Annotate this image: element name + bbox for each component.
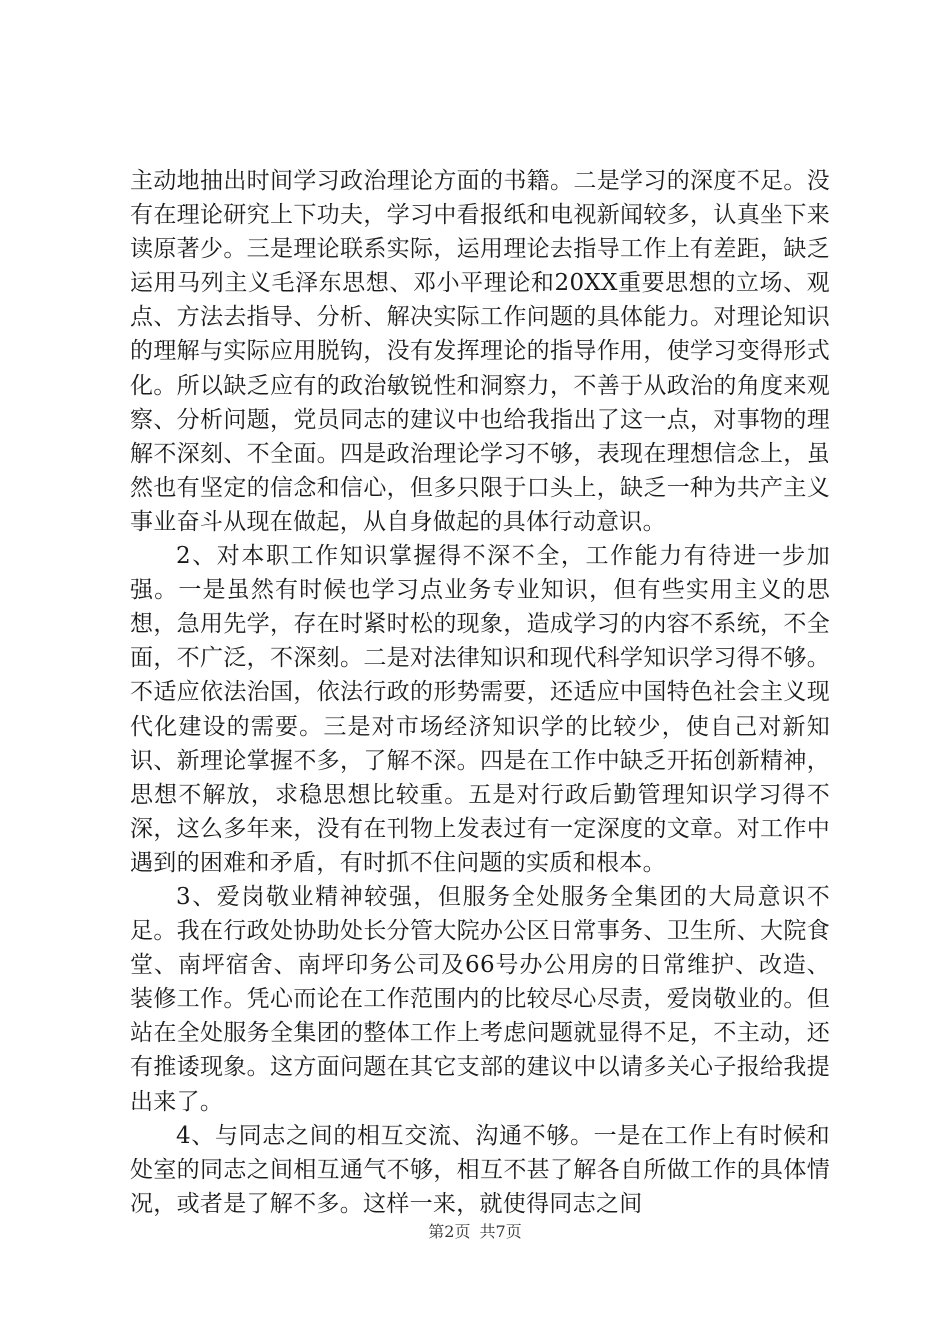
page-total: 共7页 [479,1222,522,1241]
page-footer [0,1219,950,1242]
paragraph-2: 2、对本职工作知识掌握得不深不全，工作能力有待进一步加强。一是虽然有时候也学习点业务专业知识，但有些实用主义的思想，急用先学，存在时紧时松的现象，造成学习的内容不系统，不全面，不广泛，不深刻。二是对法律知识和现代科学知识学习得不够。不适应依法治国，依法行政的形势需要，还适应中国特色社会主义现代化建设的需要。三是对市场经济知识学的比较少，使自己对新知识、新理论掌握不多，了解不深。四是在工作中缺乏开拓创新精神，思想不解放，求稳思想比较重。五是对行政后勤管理知识学习得不深，这么多年来，没有在刊物上发表过有一定深度的文章。对工作中遇到的困难和矛盾，有时抓不住问题的实质和根本。 [130,543,830,876]
page-number: 第2页 [428,1222,471,1241]
paragraph-1: 主动地抽出时间学习政治理论方面的书籍。二是学习的深度不足。没有在理论研究上下功夫，学习中看报纸和电视新闻较多，认真坐下来读原著少。三是理论联系实际，运用理论去指导工作上有差距，缺乏运用马列主义毛泽东思想、邓小平理论和20XX重要思想的立场、观点、方法去指导、分析、解决实际工作问题的具体能力。对理论知识的理解与实际应用脱钩，没有发挥理论的指导作用，使学习变得形式化。所以缺乏应有的政治敏锐性和洞察力，不善于从政治的角度来观察、分析问题，党员同志的建议中也给我指出了这一点，对事物的理解不深刻、不全面。四是政治理论学习不够，表现在理想信念上，虽然也有坚定的信念和信心，但多只限于口头上，缺乏一种为共产主义事业奋斗从现在做起，从自身做起的具体行动意识。 [130,168,830,535]
document-body [130,164,830,1221]
paragraph-4: 4、与同志之间的相互交流、沟通不够。一是在工作上有时候和处室的同志之间相互通气不够，相互不甚了解各自所做工作的具体情况，或者是了解不多。这样一来，就使得同志之间 [130,1122,830,1217]
paragraph-3: 3、爱岗敬业精神较强，但服务全处服务全集团的大局意识不足。我在行政处协助处长分管大院办公区日常事务、卫生所、大院食堂、南坪宿舍、南坪印务公司及66号办公用房的日常维护、改造、装修工作。凭心而论在工作范围内的比较尽心尽责，爱岗敬业的。但站在全处服务全集团的整体工作上考虑问题就显得不足，不主动，还有推诿现象。这方面问题在其它支部的建议中以请多关心子报给我提出来了。 [130,883,830,1115]
